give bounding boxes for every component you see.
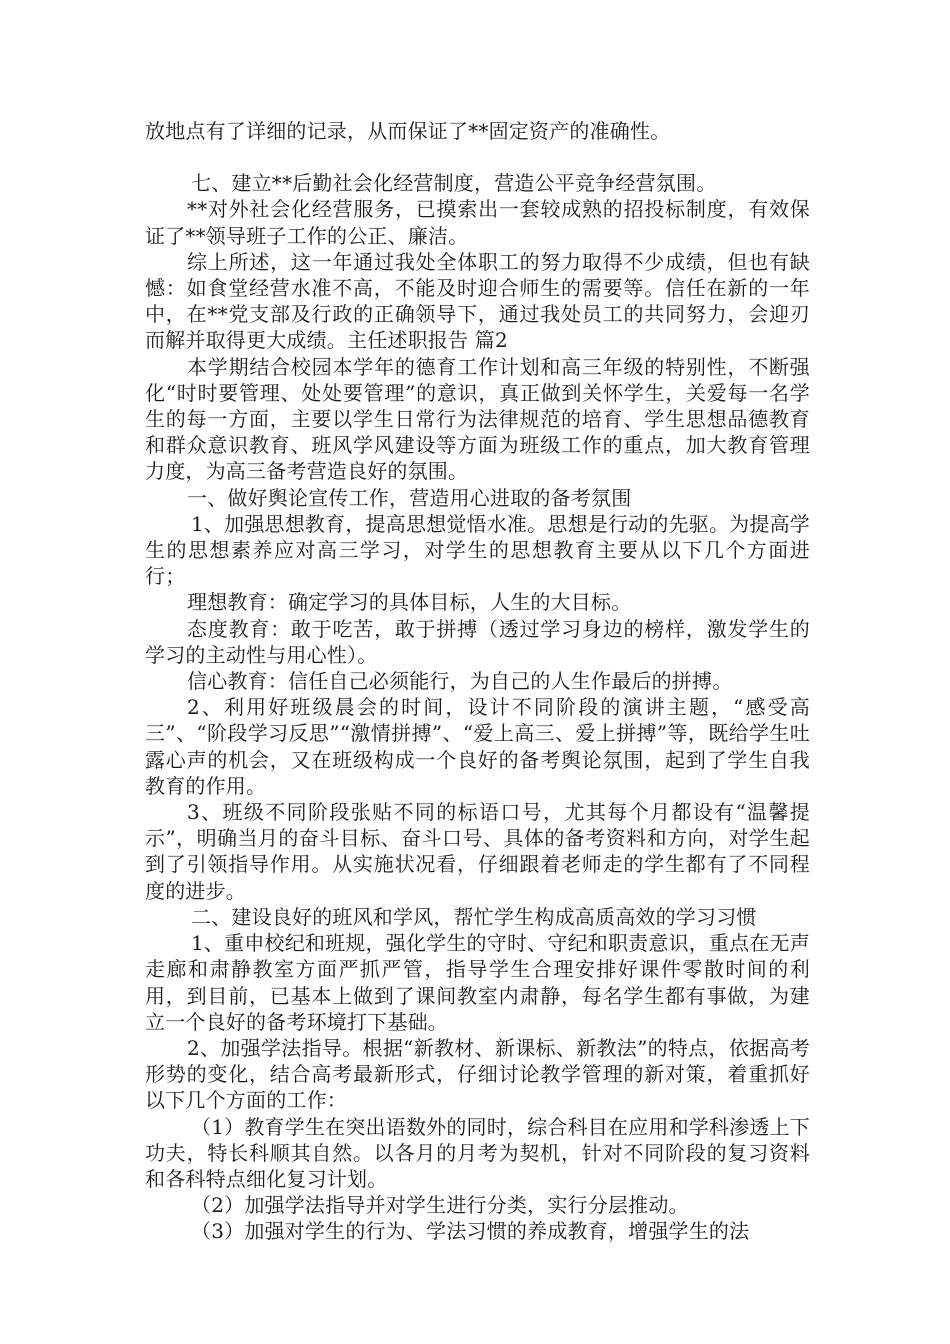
section-heading-7: 七、建立**后勤社会化经营制度，营造公平竞争经营氛围。 <box>191 171 717 196</box>
paragraph: 态度教育：敢于吃苦，敢于拼搏（透过学习身边的榜样，激发学生的学习的主动性与用心性）。 <box>145 616 810 667</box>
paragraph: 理想教育：确定学习的具体目标，人生的大目标。 <box>187 590 632 615</box>
paragraph: **对外社会化经营服务，已摸索出一套较成熟的招投标制度，有效保证了**领导班子工作的公正、廉洁。 <box>145 197 810 248</box>
list-item: （3）加强对学生的行为、学法习惯的养成教育，增强学生的法 <box>191 1219 750 1244</box>
list-item: （1）教育学生在突出语数外的同时，综合科目在应用和学科渗透上下功夫，特长科顺其自然。以各月的月考为契机，针对不同阶段的复习资料和各科特点细化复习计划。 <box>145 1114 810 1191</box>
section-heading-2: 二、建设良好的班风和学风，帮忙学生构成高质高效的学习习惯 <box>191 904 757 929</box>
document-page <box>145 118 810 1245</box>
paragraph: 信心教育：信任自己必须能行，为自己的人生作最后的拼搏。 <box>187 669 733 694</box>
paragraph: 1、加强思想教育，提高思想觉悟水准。思想是行动的先驱。为提高学生的思想素养应对高三学习，对学生的思想教育主要从以下几个方面进行； <box>145 511 810 589</box>
paragraph: 2、加强学法指导。根据“新教材、新课标、新教法”的特点，依据高考形势的变化，结合高考最新形式，仔细讨论教学管理的新对策，着重抓好以下几个方面的工作： <box>145 1035 810 1113</box>
paragraph: 1、重申校纪和班规，强化学生的守时、守纪和职责意识，重点在无声走廊和肃静教室方面严抓严管，指导学生合理安排好课件零散时间的利用，到目前，已基本上做到了课间教室内肃静，每名学生都有事做，为建立一个良好的备考环境打下基础。 <box>145 931 810 1034</box>
paragraph: 3、班级不同阶段张贴不同的标语口号，尤其每个月都设有“温馨提示”，明确当月的奋斗目标、奋斗口号、具体的备考资料和方向，对学生起到了引领指导作用。从实施状况看，仔细跟着老师走的学生都有了不同程度的进步。 <box>145 800 810 903</box>
paragraph-intro: 本学期结合校园本学年的德育工作计划和高三年级的特别性，不断强化“时时要管理、处处要管理”的意识，真正做到关怀学生，关爱每一名学生的每一方面，主要以学生日常行为法律规范的培育、学生思想品德教育和群众意识教育、班风学风建设等方面为班级工作的重点，加大教育管理力度，为高三备考营造良好的氛围。 <box>145 354 810 484</box>
section-heading-1: 一、做好舆论宣传工作，营造用心进取的备考氛围 <box>187 485 632 510</box>
paragraph-gap <box>145 144 810 170</box>
paragraph-summary: 综上所述，这一年通过我处全体职工的努力取得不少成绩，但也有缺憾：如食堂经营水准不高，不能及时迎合师生的需要等。信任在新的一年中，在**党支部及行政的正确领导下，通过我处员工的共同努力，会迎刃而解并取得更大成绩。主任述职报告 篇2 <box>145 249 810 353</box>
list-item: （2）加强学法指导并对学生进行分类，实行分层推动。 <box>191 1193 689 1218</box>
paragraph: 2、利用好班级晨会的时间，设计不同阶段的演讲主题，“感受高三”、“阶段学习反思”“激情拼搏”、“爱上高三、爱上拼搏”等，既给学生吐露心声的机会，又在班级构成一个良好的备考舆论氛围，起到了学生自我教育的作用。 <box>145 695 810 798</box>
paragraph-continuation: 放地点有了详细的记录，从而保证了**固定资产的准确性。 <box>145 119 671 143</box>
